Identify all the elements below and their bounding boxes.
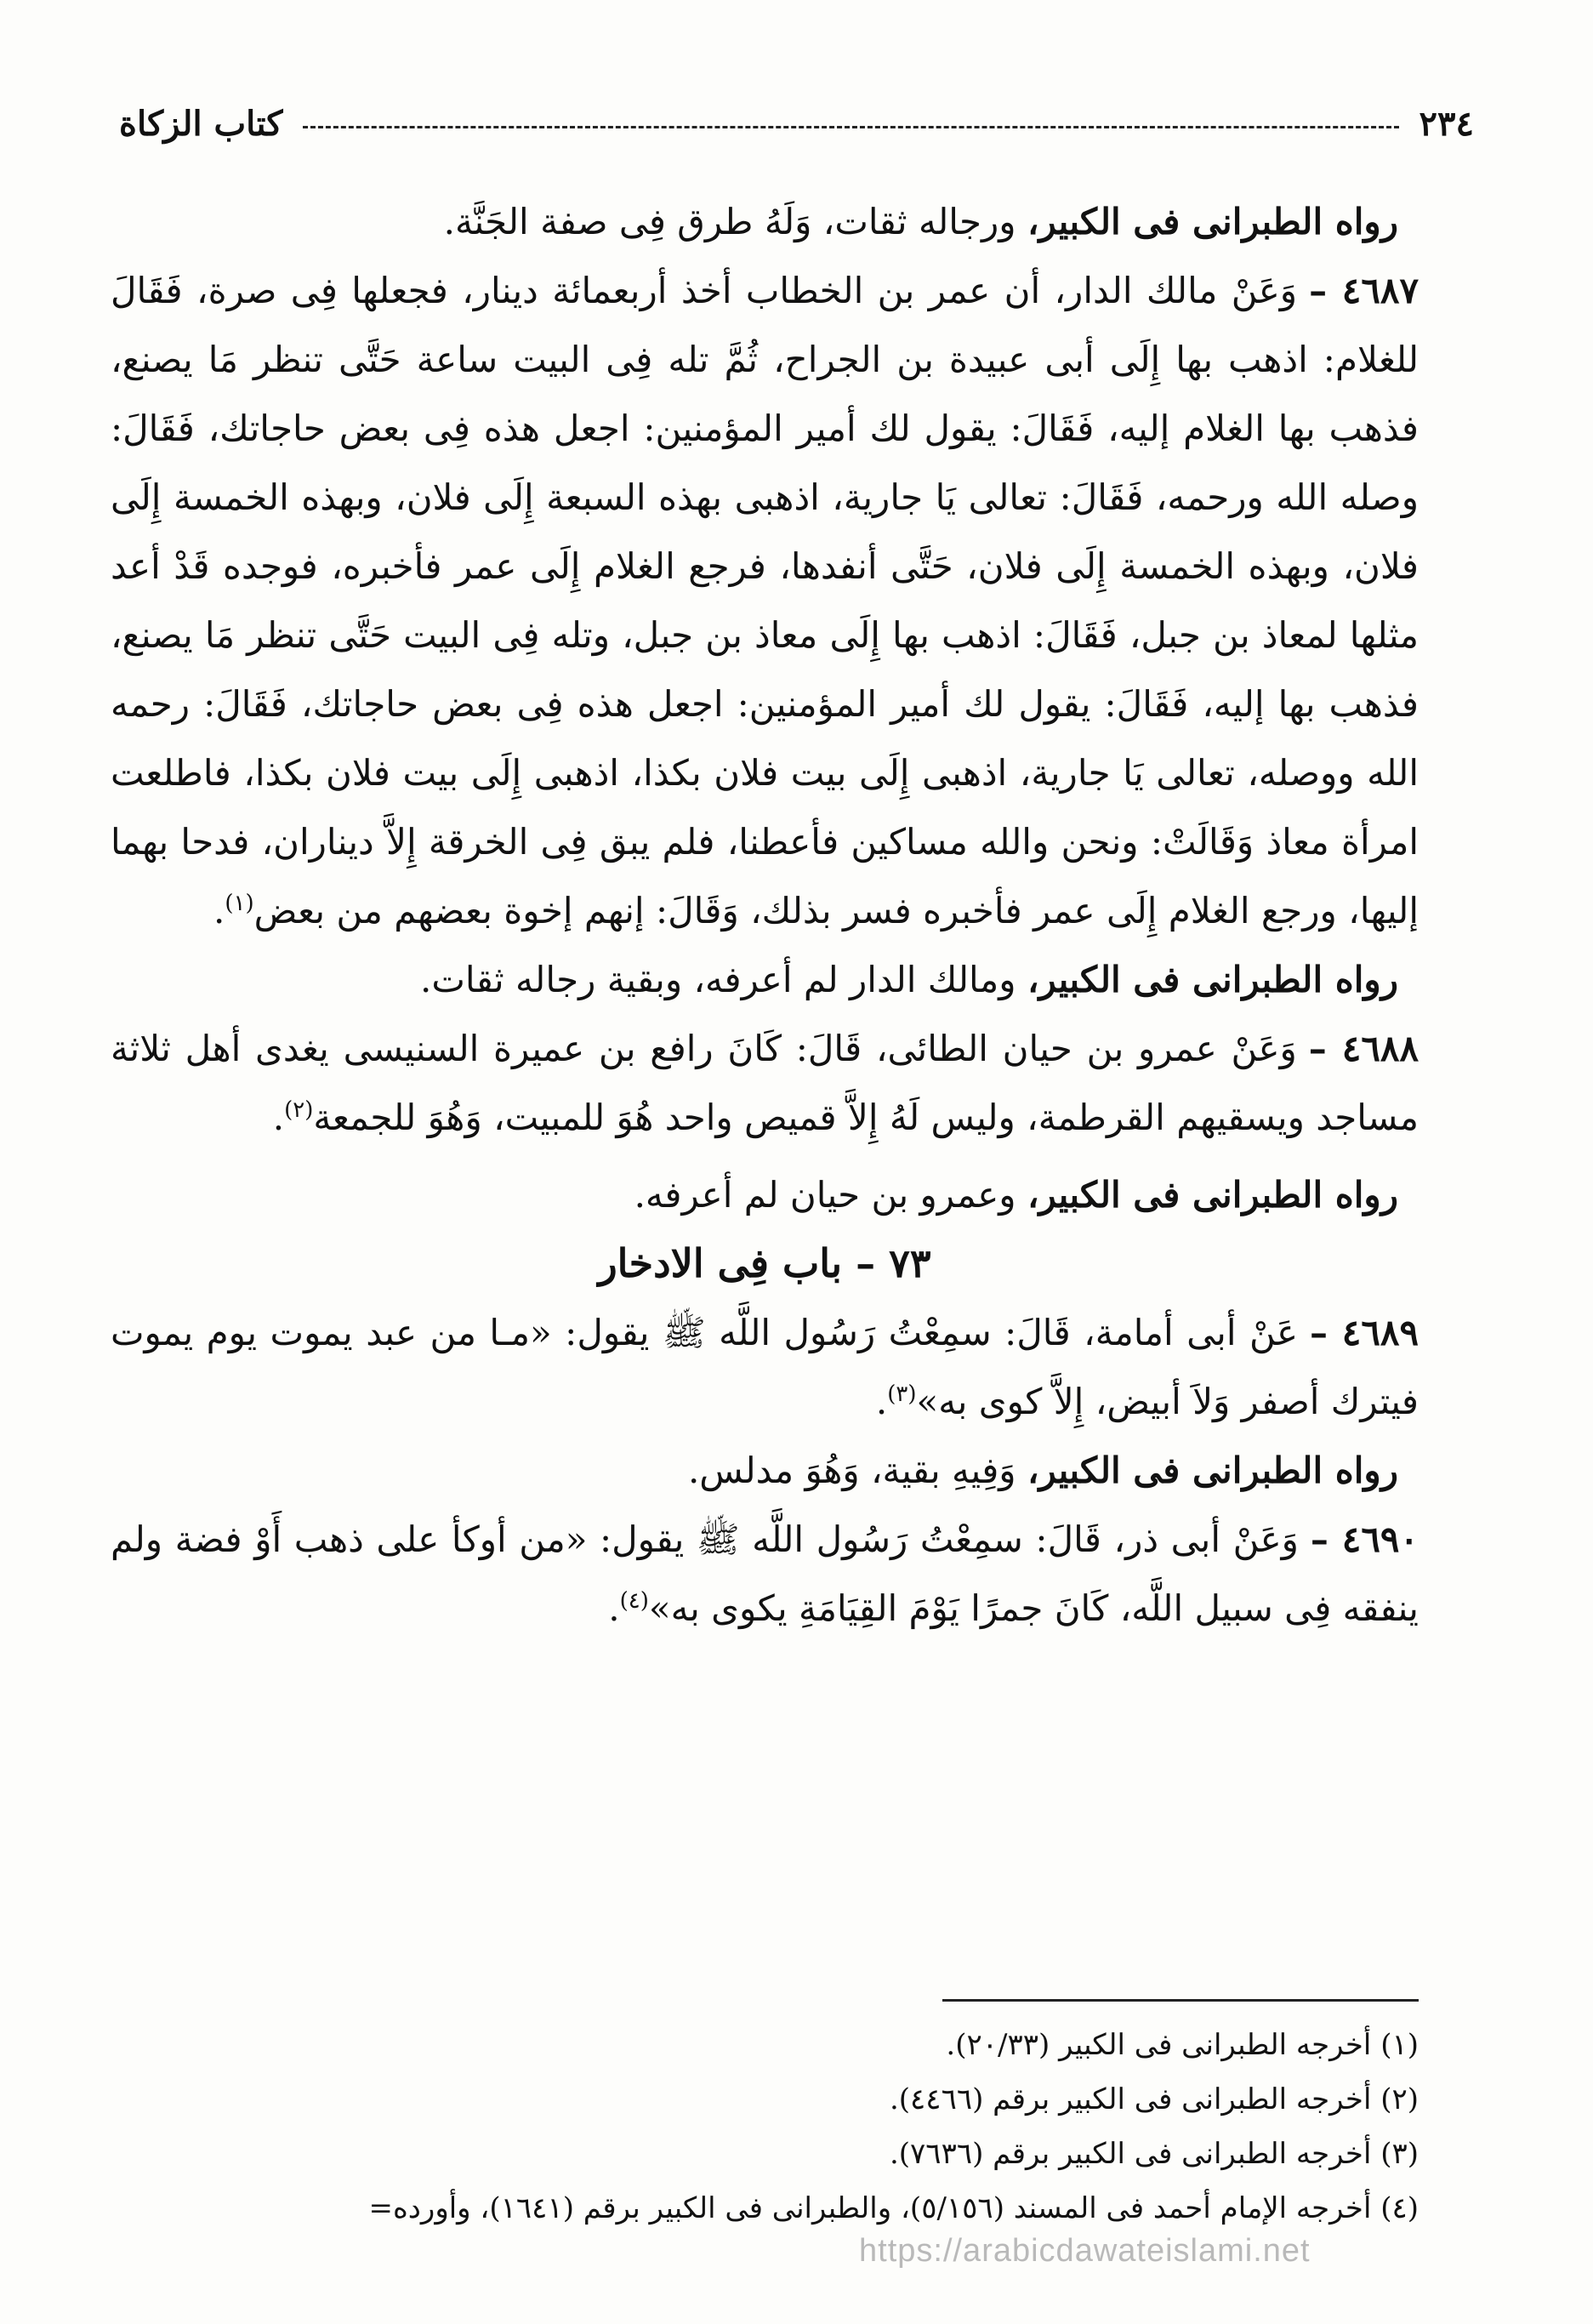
footnote-ref[interactable]: (٤) bbox=[619, 1588, 649, 1614]
footnote-ref[interactable]: (١) bbox=[225, 891, 254, 916]
footnote-ref[interactable]: (٣) bbox=[887, 1381, 917, 1407]
footnote-item: (٢) أخرجه الطبرانى فى الكبير برقم (٤٤٦٦). bbox=[889, 2082, 1419, 2116]
hadith-4688 bbox=[111, 1014, 1419, 1152]
source-lead: رواه الطبرانى فى الكبير، bbox=[1027, 1174, 1398, 1216]
source-lead: رواه الطبرانى فى الكبير، bbox=[1027, 959, 1398, 1000]
footnotes bbox=[111, 2018, 1419, 2236]
footnote-ref[interactable]: (٢) bbox=[284, 1097, 314, 1123]
hadith-number: ٤٦٨٨ – bbox=[1308, 1028, 1419, 1069]
book-title: كتاب الزكاة bbox=[119, 103, 283, 144]
footnote-item: (٣) أخرجه الطبرانى فى الكبير برقم (٧٦٣٦). bbox=[889, 2137, 1419, 2171]
hadith-number: ٤٦٩٠ – bbox=[1310, 1518, 1419, 1560]
hadith-end: . bbox=[213, 890, 225, 931]
source-rest: وعمرو بن حيان لم أعرفه. bbox=[634, 1174, 1027, 1216]
hadith-number: ٤٦٨٩ – bbox=[1310, 1312, 1419, 1353]
page-header bbox=[119, 94, 1474, 153]
page-body bbox=[111, 187, 1419, 1643]
hadith-4690 bbox=[111, 1505, 1419, 1643]
source-note bbox=[111, 1436, 1419, 1505]
footnote-item: (٤) أخرجه الإمام أحمد فى المسند (٥/١٥٦)، والطبرانى فى الكبير برقم (١٦٤١)، وأورده= bbox=[368, 2191, 1419, 2225]
source-rest: ورجاله ثقات، وَلَهُ طرق فِى صفة الجَنَّة. bbox=[443, 201, 1027, 242]
source-rest: ومالك الدار لم أعرفه، وبقية رجاله ثقات. bbox=[420, 959, 1027, 1000]
source-lead: رواه الطبرانى فى الكبير، bbox=[1027, 1450, 1398, 1491]
hadith-4689 bbox=[111, 1298, 1419, 1436]
hadith-4687 bbox=[111, 256, 1419, 945]
source-note bbox=[111, 187, 1419, 256]
hadith-number: ٤٦٨٧ – bbox=[1309, 270, 1419, 311]
hadith-end: . bbox=[608, 1587, 620, 1629]
footnote-separator bbox=[942, 1999, 1419, 2002]
page-number: ٢٣٤ bbox=[1419, 103, 1474, 144]
source-lead: رواه الطبرانى فى الكبير، bbox=[1027, 201, 1398, 242]
hadith-text: وَعَنْ أبى ذر، قَالَ: سمِعْتُ رَسُول اللَّه ﷺ يقول: «من أوكأ على ذهب أَوْ فضة ولم ينفقه فِى سبيل اللَّه، كَانَ جمرًا يَوْمَ القِيَامَةِ يكوى به» bbox=[111, 1518, 1419, 1629]
source-note bbox=[111, 1160, 1419, 1229]
chapter-title: ٧٣ – باب فِى الادخار bbox=[598, 1240, 931, 1286]
hadith-text: وَعَنْ عمرو بن حيان الطائى، قَالَ: كَانَ رافع بن عميرة السنيسى يغدى أهل ثلاثة مساجد ويسقيهم القرطمة، وليس لَهُ إِلاَّ قميص واحد هُوَ للمبيت، وَهُوَ للجمعة bbox=[111, 1028, 1419, 1138]
source-rest: وَفِيهِ بقية، وَهُوَ مدلس. bbox=[687, 1450, 1027, 1491]
footnote-item: (١) أخرجه الطبرانى فى الكبير (٢٠/٣٣). bbox=[946, 2028, 1419, 2062]
hadith-end: . bbox=[875, 1381, 888, 1422]
hadith-text: وَعَنْ مالك الدار، أن عمر بن الخطاب أخذ أربعمائة دينار، فجعلها فِى صرة، فَقَالَ للغلام: اذهب بها إِلَى أبى عبيدة بن الجراح، ثُمَّ تله فِى البيت ساعة حَتَّى تنظر مَا يصنع، فذهب بها الغلام إليه، فَقَالَ: يقول لك أمير المؤمنين: اجعل هذه فِى بعض حاجاتك، فَقَالَ: وصله الله ورحمه، فَقَالَ: تعالى يَا جارية، اذهبى بهذه السبعة إِلَى فلان، وبهذه الخمسة إِلَى فلان، وبهذه الخمسة إِلَى فلان، حَتَّى أنفدها، فرجع الغلام إِلَى عمر فأخبره، فوجده قَدْ أعد مثلها لمعاذ بن جبل، فَقَالَ: اذهب بها إِلَى معاذ بن جبل، وتله فِى البيت حَتَّى تنظر مَا يصنع، فذهب بها إليه، فَقَالَ: يقول لك أمير المؤمنين: اجعل هذه فِى بعض حاجاتك، فَقَالَ: رحمه الله ووصله، تعالى يَا جارية، اذهبى إِلَى بيت فلان بكذا، اذهبى إِلَى بيت فلان بكذا، فاطلعت امرأة معاذ وَقَالَتْ: ونحن والله مساكين فأعطنا، فلم يبق فِى الخرقة إِلاَّ ديناران، فدحا بهما إليها، ورجع الغلام إِلَى عمر فأخبره فسر بذلك، وَقَالَ: إنهم إخوة بعضهم من بعض bbox=[111, 270, 1419, 931]
source-note bbox=[111, 945, 1419, 1014]
hadith-end: . bbox=[272, 1096, 285, 1138]
hadith-text: عَنْ أبى أمامة، قَالَ: سمِعْتُ رَسُول اللَّه ﷺ يقول: «مـا من عبد يموت يوم يموت فيترك أصفر وَلاَ أبيض، إِلاَّ كوى به» bbox=[111, 1312, 1419, 1422]
header-dashed-rule bbox=[303, 126, 1398, 128]
watermark-url: https://arabicdawateislami.net bbox=[859, 2233, 1311, 2269]
spacer bbox=[111, 1152, 1419, 1160]
